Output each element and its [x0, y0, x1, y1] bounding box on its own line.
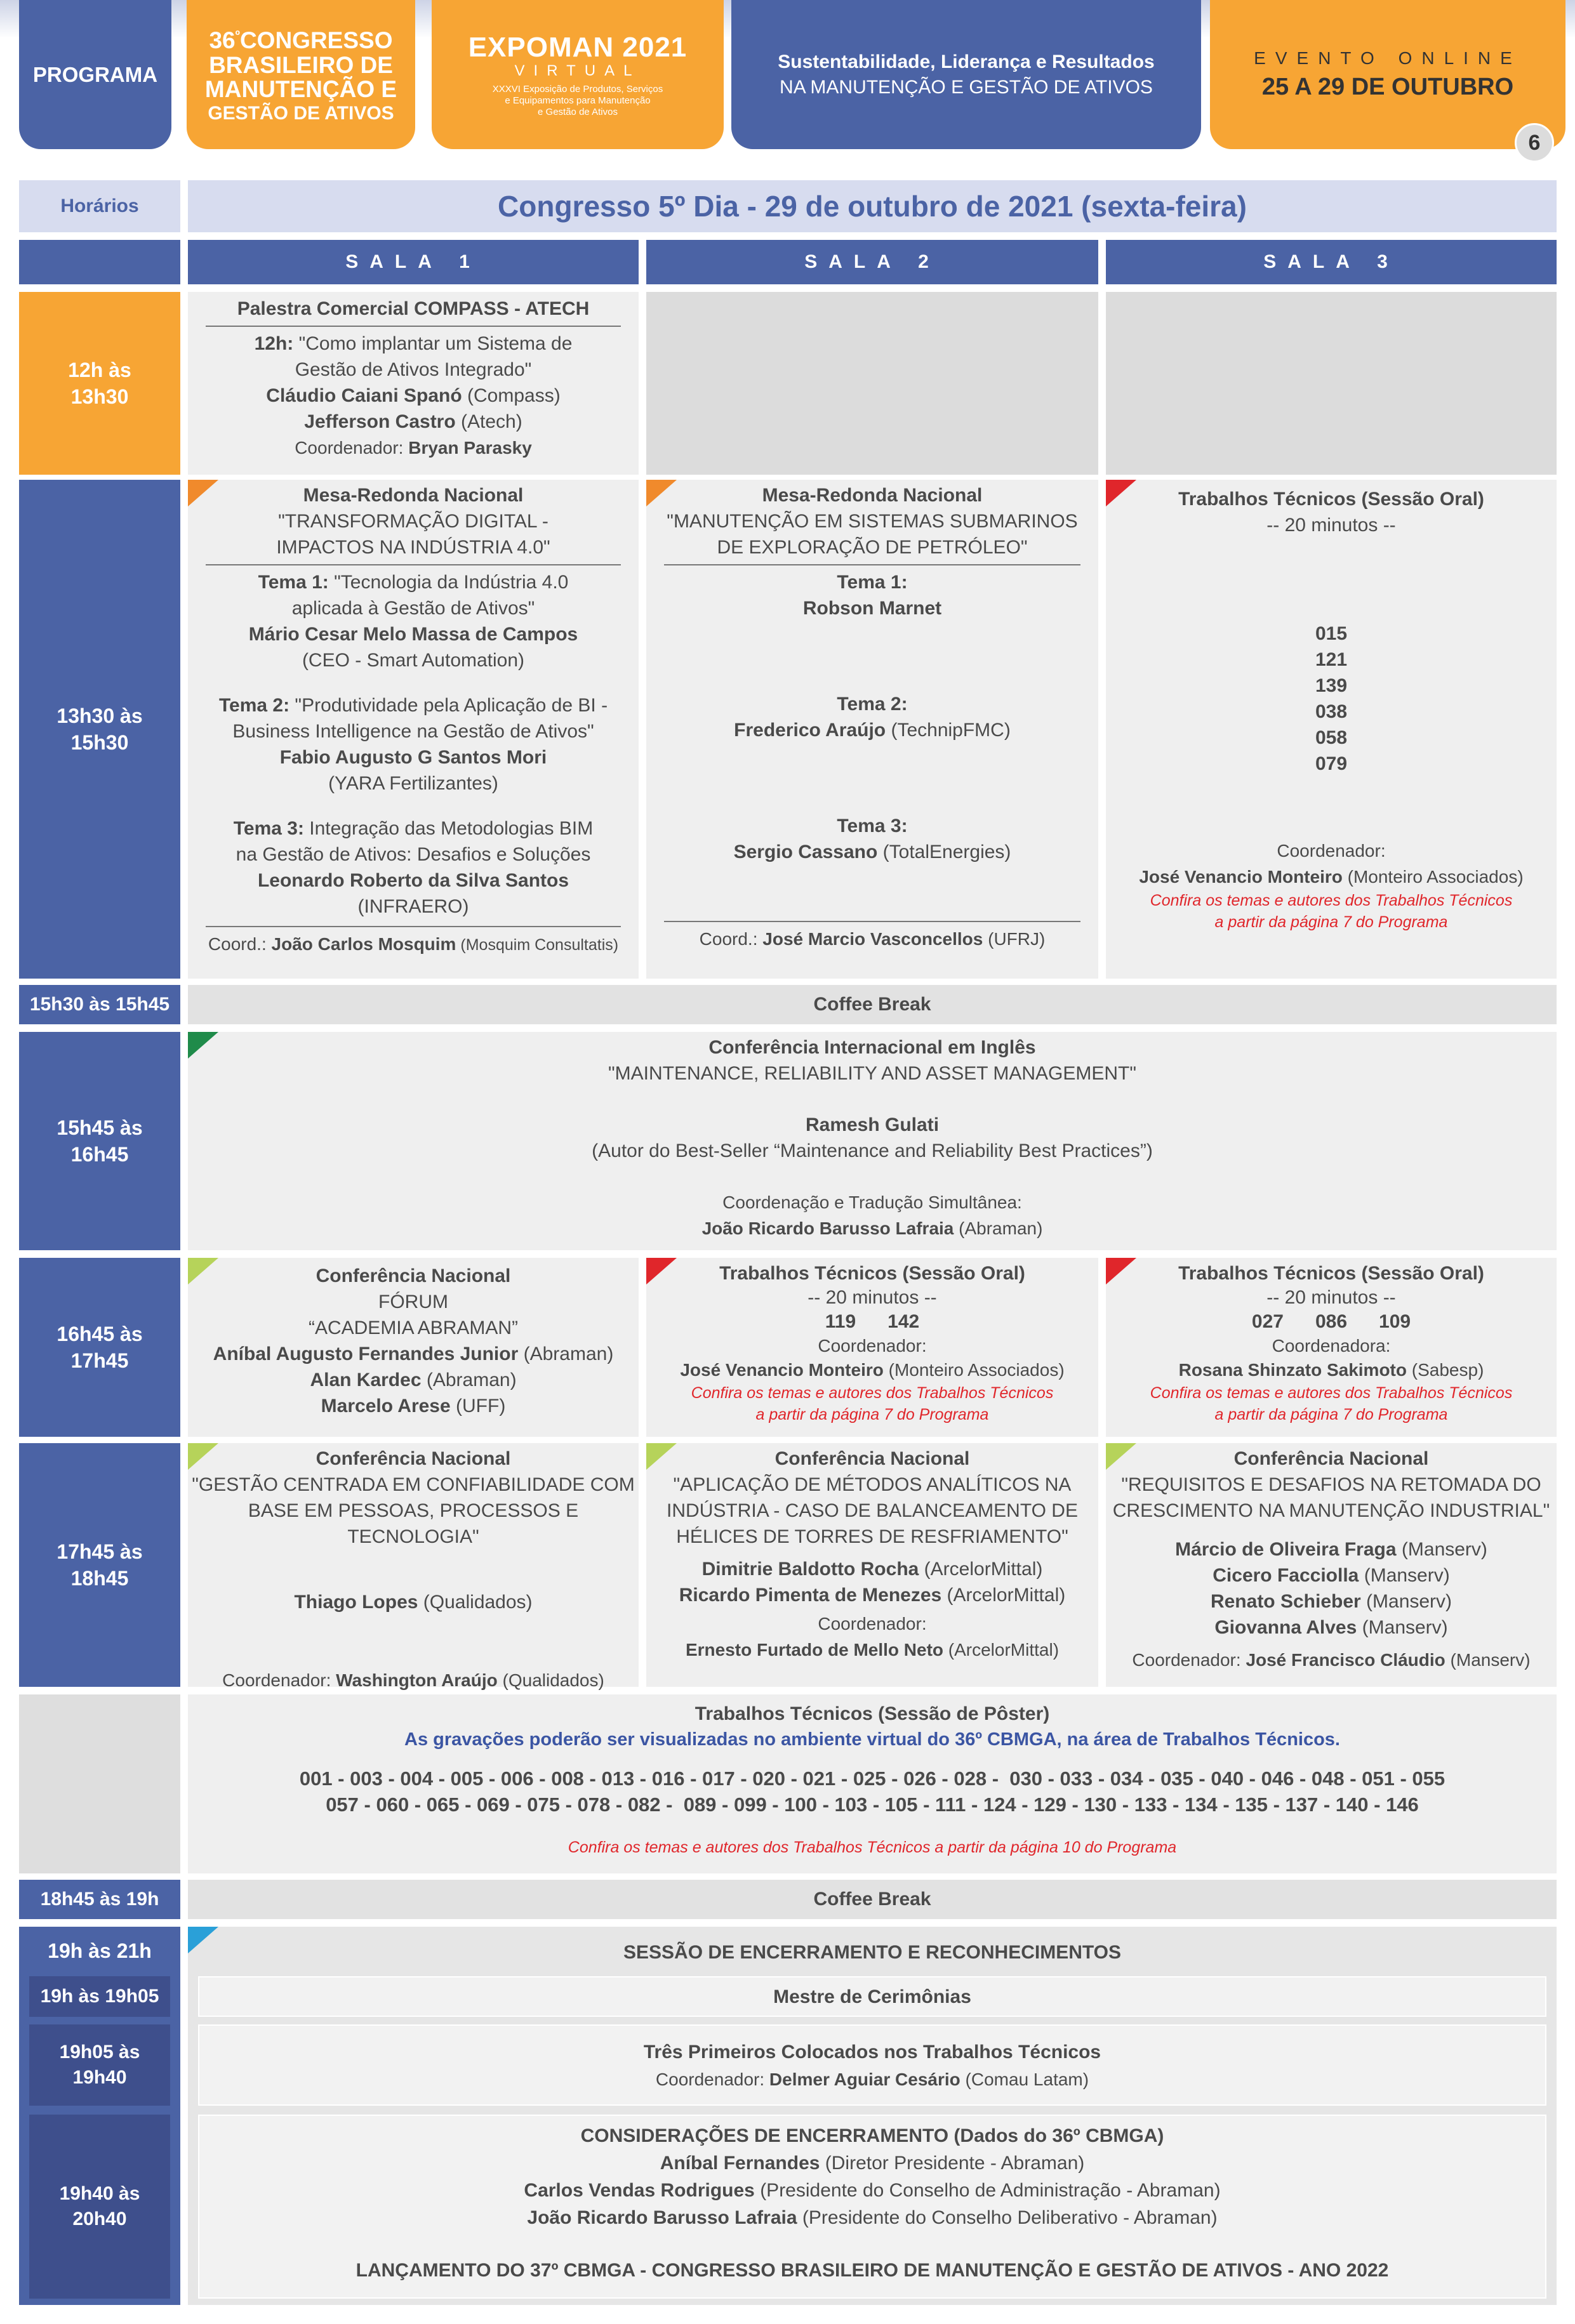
expoman-title: EXPOMAN 2021: [468, 31, 688, 63]
lightgreen-corner-flag: [188, 1443, 218, 1470]
r2-s2-t3-label: Tema 3:: [837, 815, 908, 836]
r2-s1-t1-label: Tema 1:: [258, 572, 329, 593]
r4-coord-org: (Abraman): [954, 1218, 1043, 1238]
r1-s1-speaker1: Cláudio Caiani Spanó: [266, 385, 462, 406]
r6-sala1: [188, 1443, 639, 1690]
event-online: EVENTO ONLINE: [1254, 48, 1522, 68]
r5-s3-codes: 027 086 109: [1251, 1311, 1411, 1332]
time-slot-r5: [19, 1258, 180, 1437]
congress-line4: GESTÃO DE ATIVOS: [208, 103, 394, 124]
r2-s1-title: Mesa-Redonda Nacional: [303, 485, 524, 506]
r5-s1-speaker2: Alan Kardec: [310, 1370, 422, 1390]
divider: [664, 564, 1080, 565]
time-r9c: 19h40 às 20h40: [59, 2183, 140, 2229]
r7-title: Trabalhos Técnicos (Sessão de Pôster): [694, 1703, 1050, 1724]
r9a-title: Mestre de Cerimônias: [773, 1986, 971, 2007]
r5-s2-note1: Confira os temas e autores dos Trabalhos Técnicos: [691, 1384, 1054, 1402]
r9a-block: [198, 1976, 1546, 2017]
r2-s1-t2-b: Business Intelligence na Gestão de Ativos": [232, 721, 594, 742]
congress-line1: CONGRESSO: [239, 27, 393, 53]
time-r3: 15h30 às 15h45: [29, 994, 170, 1015]
r2-s3-coord-label: Coordenador:: [1277, 841, 1386, 861]
r2-s3-code: 139: [1315, 675, 1348, 696]
r2-s1-sub1: "TRANSFORMAÇÃO DIGITAL -: [278, 511, 548, 532]
r6-s3-org1: (Manserv): [1396, 1539, 1487, 1560]
r2-s3-coord-name: José Venancio Monteiro: [1139, 867, 1343, 887]
expoman-desc1: XXXVI Exposição de Produtos, Serviços: [492, 83, 663, 95]
r2-s1-t3-speaker: Leonardo Roberto da Silva Santos: [257, 870, 569, 891]
orange-corner-flag: [188, 480, 218, 506]
r2-s1-t2-label: Tema 2:: [218, 695, 290, 716]
r7-subtitle: As gravações poderão ser visualizadas no ambiente virtual do 36º CBMGA, na área de Trabalhos Técnicos.: [404, 1729, 1340, 1750]
r6-s3-title: Conferência Nacional: [1233, 1448, 1429, 1469]
sala-3-header: SALA 3: [1106, 240, 1557, 284]
r6-s3-sub1: "REQUISITOS E DESAFIOS NA RETOMADA DO: [1121, 1474, 1541, 1495]
congress-line2: BRASILEIRO DE: [209, 52, 393, 78]
red-corner-flag: [1106, 480, 1136, 506]
r2-s3-code: 015: [1315, 623, 1348, 644]
r6-s3-coord-label: Coordenador:: [1132, 1650, 1246, 1670]
r9c-org1: (Diretor Presidente - Abraman): [820, 2153, 1085, 2174]
r5-s3-note2: a partir da página 7 do Programa: [1214, 1406, 1448, 1423]
r2-s3-title: Trabalhos Técnicos (Sessão Oral): [1178, 489, 1484, 510]
r6-s2-sub3: HÉLICES DE TORRES DE RESFRIAMENTO": [676, 1526, 1068, 1547]
r4-title: Conferência Internacional em Inglês: [708, 1037, 1036, 1058]
r2-s1-t1-speaker: Mário Cesar Melo Massa de Campos: [248, 624, 578, 645]
divider: [206, 326, 621, 327]
r5-s3-coord-label: Coordenadora:: [1272, 1336, 1391, 1356]
header-tagline: [731, 0, 1201, 149]
lightgreen-corner-flag: [1106, 1443, 1136, 1470]
r2-s1-t1-org: (CEO - Smart Automation): [302, 650, 525, 671]
r5-s1-org1: (Abraman): [518, 1344, 614, 1364]
coffee-break-2: [188, 1880, 1557, 1919]
r6-s3-speaker4: Giovanna Alves: [1214, 1617, 1357, 1638]
header-expoman-logo: [432, 0, 724, 149]
congress-line3: MANUTENÇÃO E: [204, 76, 397, 102]
r2-s3-code: 058: [1315, 727, 1348, 748]
r2-sala1: [188, 480, 639, 979]
day-title: [188, 180, 1557, 232]
r6-s3-org2: (Manserv): [1359, 1565, 1450, 1586]
r2-sala3: [1106, 480, 1557, 979]
r6-s1-sub2: BASE EM PESSOAS, PROCESSOS E TECNOLOGIA": [248, 1500, 579, 1547]
time-slot-r9b: [29, 2024, 170, 2106]
r6-s3-coord-org: (Manserv): [1445, 1650, 1531, 1670]
r1-sala3-empty: [1106, 292, 1557, 475]
r9c-title: CONSIDERAÇÕES DE ENCERRAMENTO (Dados do 36º CBMGA): [580, 2125, 1164, 2146]
r2-s2-sub2: DE EXPLORAÇÃO DE PETRÓLEO": [717, 537, 1028, 558]
time-r2: 13h30 às 15h30: [56, 704, 143, 754]
r1-s1-time: 12h:: [254, 333, 294, 354]
r1-sala1: [188, 292, 639, 475]
r2-s2-t2-label: Tema 2:: [837, 694, 908, 715]
r5-s2-codes: 119 142: [825, 1311, 920, 1332]
orange-corner-flag: [646, 480, 677, 506]
r6-s1-sub1: "GESTÃO CENTRADA EM CONFIABILIDADE COM: [192, 1474, 635, 1495]
page-number: 6: [1515, 123, 1554, 162]
r2-s3-duration: -- 20 minutos --: [1266, 515, 1396, 536]
blue-corner-flag: [188, 1927, 218, 1953]
time-slot-r2: [19, 480, 180, 979]
r2-s1-t2-a: "Produtividade pela Aplicação de BI -: [289, 695, 608, 716]
r2-s2-t1-speaker: Robson Marnet: [802, 598, 942, 619]
r6-s2-org1: (ArcelorMittal): [919, 1559, 1043, 1580]
coffee-break-label: Coffee Break: [813, 1889, 931, 1910]
green-corner-flag: [188, 1032, 218, 1059]
r2-s1-coord-org: (Mosquim Consultatis): [456, 936, 619, 954]
lightgreen-corner-flag: [646, 1443, 677, 1470]
r2-s3-note1: Confira os temas e autores dos Trabalhos Técnicos: [1150, 892, 1513, 909]
r4-speaker: Ramesh Gulati: [805, 1114, 940, 1135]
r6-s2-coord-name: Ernesto Furtado de Mello Neto: [685, 1640, 943, 1660]
r9-title: SESSÃO DE ENCERRAMENTO E RECONHECIMENTOS: [623, 1942, 1121, 1963]
r5-sala1: [188, 1258, 639, 1437]
r6-s1-speaker1: Thiago Lopes: [294, 1592, 418, 1613]
congress-sup: º: [235, 29, 240, 43]
r9c-block: [198, 2115, 1546, 2299]
r4-international-conference: [188, 1032, 1557, 1250]
r5-s3-note1: Confira os temas e autores dos Trabalhos Técnicos: [1150, 1384, 1513, 1402]
time-r6: 17h45 às 18h45: [56, 1540, 143, 1590]
r1-s1-topic1: "Como implantar um Sistema de: [293, 333, 573, 354]
divider: [206, 564, 621, 565]
r2-s1-coord-name: João Carlos Mosquim: [271, 934, 456, 954]
r2-s3-note2: a partir da página 7 do Programa: [1214, 913, 1448, 931]
r5-s1-speaker1: Aníbal Augusto Fernandes Junior: [213, 1344, 519, 1364]
r4-speaker-bio: (Autor do Best-Seller “Maintenance and Reliability Best Practices”): [592, 1140, 1153, 1161]
r1-s1-topic2: Gestão de Ativos Integrado": [295, 359, 532, 380]
time-slot-r1: [19, 292, 180, 475]
r2-s1-t1-b: aplicada à Gestão de Ativos": [291, 598, 535, 619]
r2-s2-coord-name: José Marcio Vasconcellos: [762, 929, 983, 949]
sala-1-header: SALA 1: [188, 240, 639, 284]
r6-sala2: [646, 1443, 1098, 1687]
r6-s1-coord-name: Washington Araújo: [336, 1670, 498, 1690]
r6-s2-sub2: INDÚSTRIA - CASO DE BALANCEAMENTO DE: [667, 1500, 1078, 1521]
r4-coord-name: João Ricardo Barusso Lafraia: [701, 1218, 954, 1238]
red-corner-flag: [646, 1258, 677, 1284]
r6-s2-coord-org: (ArcelorMittal): [943, 1640, 1060, 1660]
r4-subtitle: "MAINTENANCE, RELIABILITY AND ASSET MANAGEMENT": [608, 1063, 1137, 1084]
expoman-desc3: e Gestão de Ativos: [538, 106, 618, 117]
r2-s3-coord-org: (Monteiro Associados): [1342, 867, 1524, 887]
r5-s2-duration: -- 20 minutos --: [807, 1287, 937, 1308]
r6-s3-speaker1: Márcio de Oliveira Fraga: [1175, 1539, 1397, 1560]
expoman-desc2: e Equipamentos para Manutenção: [505, 95, 651, 106]
r9b-block: [198, 2024, 1546, 2106]
r7-codes-line2: 057 - 060 - 065 - 069 - 075 - 078 - 082 - 089 - 099 - 100 - 103 - 105 - 111 - 124 - 129 - 130 - 133 - 134 - 135 - 137 - 140 - 146: [326, 1793, 1419, 1816]
r9b-coord-org: (Comau Latam): [960, 2070, 1089, 2089]
r2-s1-t1-a: "Tecnologia da Indústria 4.0: [328, 572, 569, 593]
r9c-speaker2: Carlos Vendas Rodrigues: [524, 2180, 755, 2201]
r9b-title: Três Primeiros Colocados nos Trabalhos Técnicos: [643, 2042, 1101, 2063]
r6-s3-org3: (Manserv): [1360, 1591, 1452, 1612]
lightgreen-corner-flag: [188, 1258, 218, 1284]
header-programa: [19, 0, 171, 149]
time-slot-r3: [19, 985, 180, 1024]
r2-s2-coord-org: (UFRJ): [983, 929, 1046, 949]
r2-s2-t2-speaker: Frederico Araújo: [734, 720, 886, 741]
r7-note: Confira os temas e autores dos Trabalhos Técnicos a partir da página 10 do Programa: [568, 1839, 1177, 1856]
r6-s2-title: Conferência Nacional: [774, 1448, 970, 1469]
r6-s2-org2: (ArcelorMittal): [941, 1585, 1066, 1606]
r2-s2-t3-org: (TotalEnergies): [877, 842, 1011, 862]
r9c-org3: (Presidente do Conselho Deliberativo - Abraman): [797, 2207, 1218, 2228]
r5-sala3: [1106, 1258, 1557, 1437]
r7-codes-line1: 001 - 003 - 004 - 005 - 006 - 008 - 013 - 016 - 017 - 020 - 021 - 025 - 026 - 028 - 030 - 033 - 034 - 035 - 040 - 046 - 048 - 051 - 055: [299, 1767, 1445, 1790]
r2-s3-code: 079: [1315, 753, 1348, 774]
time-slot-r8: [19, 1880, 180, 1919]
r2-s1-t2-org: (YARA Fertilizantes): [328, 773, 498, 794]
divider: [664, 921, 1080, 922]
r5-s3-duration: -- 20 minutos --: [1266, 1287, 1396, 1308]
horarios-header: [19, 180, 180, 232]
r5-s3-coord-org: (Sabesp): [1407, 1360, 1484, 1380]
r1-s1-speaker2: Jefferson Castro: [304, 411, 456, 432]
r5-s2-coord-name: José Venancio Monteiro: [680, 1360, 884, 1380]
tagline-line2: NA MANUTENÇÃO E GESTÃO DE ATIVOS: [780, 76, 1153, 98]
r2-s3-code: 121: [1315, 649, 1348, 670]
r9b-coord-name: Delmer Aguiar Cesário: [769, 2070, 960, 2089]
r9c-speaker1: Aníbal Fernandes: [660, 2153, 820, 2174]
programa-label: PROGRAMA: [32, 62, 158, 86]
r5-s2-note2: a partir da página 7 do Programa: [755, 1406, 989, 1423]
r5-s1-title: Conferência Nacional: [316, 1265, 511, 1286]
r2-s2-title: Mesa-Redonda Nacional: [762, 485, 983, 506]
r6-s1-org1: (Qualidados): [418, 1592, 533, 1613]
time-slot-r4: [19, 1032, 180, 1250]
r5-s2-coord-label: Coordenador:: [818, 1336, 927, 1356]
r1-s1-coord-name: Bryan Parasky: [408, 438, 532, 458]
r7-poster-session: [188, 1694, 1557, 1873]
r2-s2-t2-org: (TechnipFMC): [886, 720, 1011, 741]
time-r5: 16h45 às 17h45: [56, 1323, 143, 1372]
r2-s1-coord-label: Coord.:: [208, 934, 272, 954]
time-slot-r7-empty: [19, 1694, 180, 1873]
r5-s1-sub1: FÓRUM: [378, 1291, 448, 1312]
r5-s1-sub2: “ACADEMIA ABRAMAN”: [308, 1317, 519, 1338]
r5-sala2: [646, 1258, 1098, 1437]
r6-s3-org4: (Manserv): [1357, 1617, 1448, 1638]
r2-s2-coord-label: Coord.:: [699, 929, 763, 949]
r9c-org2: (Presidente do Conselho de Administração - Abraman): [754, 2180, 1221, 2201]
divider: [206, 926, 621, 927]
header-congress-logo: [187, 0, 415, 149]
r5-s3-coord-name: Rosana Shinzato Sakimoto: [1178, 1360, 1407, 1380]
time-r9b: 19h05 às 19h40: [59, 2042, 140, 2088]
r2-s1-sub2: IMPACTOS NA INDÚSTRIA 4.0": [276, 537, 550, 558]
r2-s2-t1-label: Tema 1:: [837, 572, 908, 593]
r2-s1-t3-label: Tema 3:: [233, 818, 304, 839]
tagline-line1: Sustentabilidade, Liderança e Resultados: [778, 51, 1155, 72]
r6-s2-sub1: "APLICAÇÃO DE MÉTODOS ANALÍTICOS NA: [673, 1474, 1072, 1495]
r6-s1-title: Conferência Nacional: [316, 1448, 511, 1469]
time-slot-r9a: [29, 1976, 170, 2017]
r2-s1-t2-speaker: Fabio Augusto G Santos Mori: [279, 747, 547, 768]
r6-s2-speaker1: Dimitrie Baldotto Rocha: [701, 1559, 919, 1580]
time-r1: 12h às 13h30: [68, 359, 131, 408]
r6-s1-coord-label: Coordenador:: [222, 1670, 336, 1690]
r5-s1-org3: (UFF): [450, 1396, 506, 1416]
r1-sala2-empty: [646, 292, 1098, 475]
r2-s1-t3-b: na Gestão de Ativos: Desafios e Soluções: [236, 844, 591, 865]
time-r9: 19h às 21h: [48, 1939, 152, 1962]
time-r8: 18h45 às 19h: [40, 1889, 159, 1910]
r2-s2-sub1: "MANUTENÇÃO EM SISTEMAS SUBMARINOS: [667, 511, 1078, 532]
expoman-virtual: VIRTUAL: [514, 62, 641, 79]
r2-sala2: [646, 480, 1098, 979]
r6-s3-coord-name: José Francisco Cláudio: [1246, 1650, 1445, 1670]
r2-s3-code: 038: [1315, 701, 1348, 722]
r2-s2-t3-speaker: Sergio Cassano: [733, 842, 878, 862]
r1-s1-org1: (Compass): [462, 385, 561, 406]
r5-s3-title: Trabalhos Técnicos (Sessão Oral): [1178, 1263, 1484, 1284]
r4-coord-label: Coordenação e Tradução Simultânea:: [722, 1192, 1022, 1212]
time-r9a: 19h às 19h05: [40, 1986, 159, 2007]
coffee-break-1: [188, 985, 1557, 1024]
r6-s2-speaker2: Ricardo Pimenta de Menezes: [679, 1585, 942, 1606]
event-dates: 25 A 29 DE OUTUBRO: [1261, 74, 1514, 100]
r2-s1-t3-a: Integração das Metodologias BIM: [303, 818, 594, 839]
r5-s1-speaker3: Marcelo Arese: [321, 1396, 451, 1416]
r6-s1-coord-org: (Qualidados): [497, 1670, 604, 1690]
r2-s1-t3-org: (INFRAERO): [357, 896, 469, 917]
time-slot-r9c: [29, 2115, 170, 2299]
day-title-text: Congresso 5º Dia - 29 de outubro de 2021 (sexta-feira): [498, 190, 1247, 223]
r1-s1-org2: (Atech): [455, 411, 522, 432]
sala-2-header: SALA 2: [646, 240, 1098, 284]
horarios-label: Horários: [60, 195, 139, 216]
r5-s2-coord-org: (Monteiro Associados): [883, 1360, 1065, 1380]
red-corner-flag: [1106, 1258, 1136, 1284]
r6-s3-speaker3: Renato Schieber: [1210, 1591, 1361, 1612]
r6-sala3: [1106, 1443, 1557, 1687]
time-r9-wrap: [19, 1927, 180, 1975]
header-event: [1210, 0, 1565, 149]
r1-s1-title: Palestra Comercial COMPASS - ATECH: [237, 298, 590, 319]
coffee-break-label: Coffee Break: [813, 994, 931, 1015]
r6-s2-coord-label: Coordenador:: [818, 1614, 927, 1634]
r6-s3-sub2: CRESCIMENTO NA MANUTENÇÃO INDUSTRIAL": [1112, 1500, 1550, 1521]
sala-header-spacer: [19, 240, 180, 284]
r6-s3-speaker2: Cicero Facciolla: [1213, 1565, 1359, 1586]
r9c-launch: LANÇAMENTO DO 37º CBMGA - CONGRESSO BRASILEIRO DE MANUTENÇÃO E GESTÃO DE ATIVOS - ANO 2022: [356, 2260, 1389, 2281]
congress-number: 36: [209, 27, 236, 53]
time-slot-r6: [19, 1443, 180, 1687]
r5-s1-org2: (Abraman): [421, 1370, 517, 1390]
time-r4: 15h45 às 16h45: [56, 1116, 143, 1166]
r9c-speaker3: João Ricardo Barusso Lafraia: [527, 2207, 797, 2228]
r5-s2-title: Trabalhos Técnicos (Sessão Oral): [719, 1263, 1025, 1284]
r1-s1-coord-label: Coordenador:: [295, 438, 409, 458]
r9b-coord-label: Coordenador:: [655, 2070, 769, 2089]
